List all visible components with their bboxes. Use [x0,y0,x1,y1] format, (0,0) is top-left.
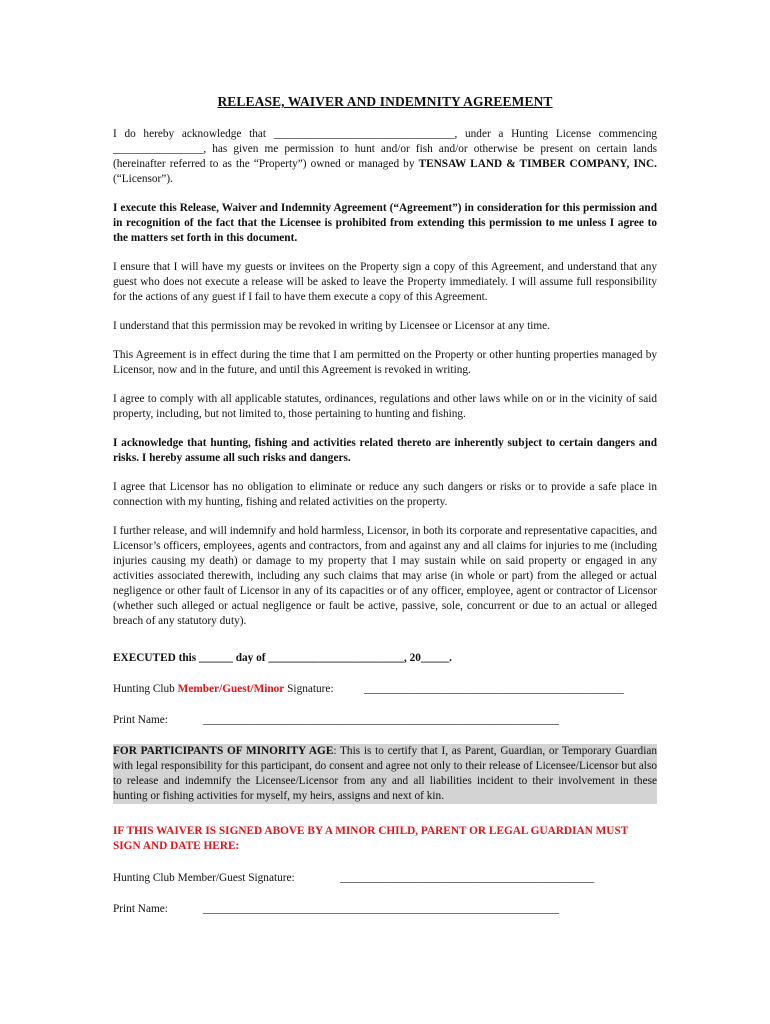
print-name-field-1[interactable]: _______________________________________________________________ [203,714,559,726]
guardian-signature-row [113,871,657,886]
guardian-signature-label: Hunting Club Member/Guest Signature: [113,872,295,884]
print-name-field-2[interactable]: _______________________________________________________________ [203,903,559,915]
member-signature-prefix: Hunting Club [113,683,178,695]
executed-date-line[interactable]: EXECUTED this ______ day of ________________________, 20_____. [113,652,452,664]
member-signature-field[interactable]: ______________________________________________ [364,683,624,695]
paragraph-execution: I execute this Release, Waiver and Indemnity Agreement (“Agreement”) in consideration for this permission and in recognition of the fact that the Licensee is prohibited from extending this permission to me unless I agree to the matters set forth in this document. [113,202,657,244]
paragraph-revocation: I understand that this permission may be revoked in writing by Licensee or Licensor at any time. [113,320,551,332]
print-name-label-2: Print Name: [113,903,168,915]
paragraph-acknowledgement [113,127,657,187]
minority-consent-block [113,744,657,804]
paragraph-effect: This Agreement is in effect during the time that I am permitted on the Property or other hunting properties managed by Licensor, now and in the future, and until this Agreement is revoked in writing. [113,349,657,376]
print-name-row-1 [113,713,657,728]
minority-consent-text: : This is to certify that I, as Parent, Guardian, or Temporary Guardian with legal responsibility for this participant, do consent and agree not only to their release of Licensee/Licensor but also to release and indemnify the Licensee/Licensor from any and all liabilities incident to their involvement in these hunting or fishing activities for myself, my heirs, assigns and next of kin. [113,745,658,802]
document-body [113,94,657,933]
paragraph-compliance: I agree to comply with all applicable statutes, ordinances, regulations and other laws while on or in the vicinity of said property, including, but not limited to, those pertaining to hunting and fishing. [113,393,657,420]
paragraph-indemnity: I further release, and will indemnify and hold harmless, Licensor, in both its corporate and representative capacities, and Licensor’s officers, employees, agents and contractors, from and against any and all claims for injuries to me (including injuries causing my death) or damage to my property that I may sustain while on said property or engaged in any activities associated therewith, including any such claims that may arise (in whole or part) from the alleged or actual negligence or other fault of Licensor in any of its capacities or of any officer, employee, agent or contractor of Licensor (whether such alleged or actual negligence or fault be active, passive, sole, concurrent or due to an actual or alleged breach of any statutory duty). [113,525,657,627]
member-guest-minor-label: Member/Guest/Minor [177,683,285,695]
paragraph-guests: I ensure that I will have my guests or invitees on the Property sign a copy of this Agreement, and understand that any guest who does not execute a release will be asked to leave the Property immediately. I will assume full responsibility for the actions of any guest if I fail to have them execute a copy of this Agreement. [113,261,657,303]
paragraph-risks: I acknowledge that hunting, fishing and activities related thereto are inherently subject to certain dangers and risks. I hereby assume all such risks and dangers. [113,437,657,464]
print-name-label-1: Print Name: [113,714,168,726]
licensor-company-name: TENSAW LAND & TIMBER COMPANY, INC. [418,158,658,170]
print-name-row-2 [113,902,657,917]
guardian-warning: IF THIS WAIVER IS SIGNED ABOVE BY A MINOR CHILD, PARENT OR LEGAL GUARDIAN MUST SIGN AND DATE HERE: [113,825,629,852]
member-signature-suffix: Signature: [284,683,334,695]
minority-heading: FOR PARTICIPANTS OF MINORITY AGE [113,745,334,757]
paragraph-acknowledgement-tail: (“Licensor”). [113,173,173,185]
guardian-signature-field[interactable]: _____________________________________________ [340,872,595,884]
member-signature-label [113,682,334,697]
member-signature-row [113,682,657,697]
paragraph-acknowledgement-text: I do hereby acknowledge that ________________________________, under a Hunting License commencing ________________, has given me permission to hunt and/or fish and/or otherwise be present on certain lands (hereinafter referred to as the “Property”) owned or managed by [113,128,657,170]
paragraph-no-obligation: I agree that Licensor has no obligation to eliminate or reduce any such dangers or risks or to provide a safe place in connection with my hunting, fishing and related activities on the property. [113,481,657,508]
document-title: RELEASE, WAIVER AND INDEMNITY AGREEMENT [217,94,553,109]
